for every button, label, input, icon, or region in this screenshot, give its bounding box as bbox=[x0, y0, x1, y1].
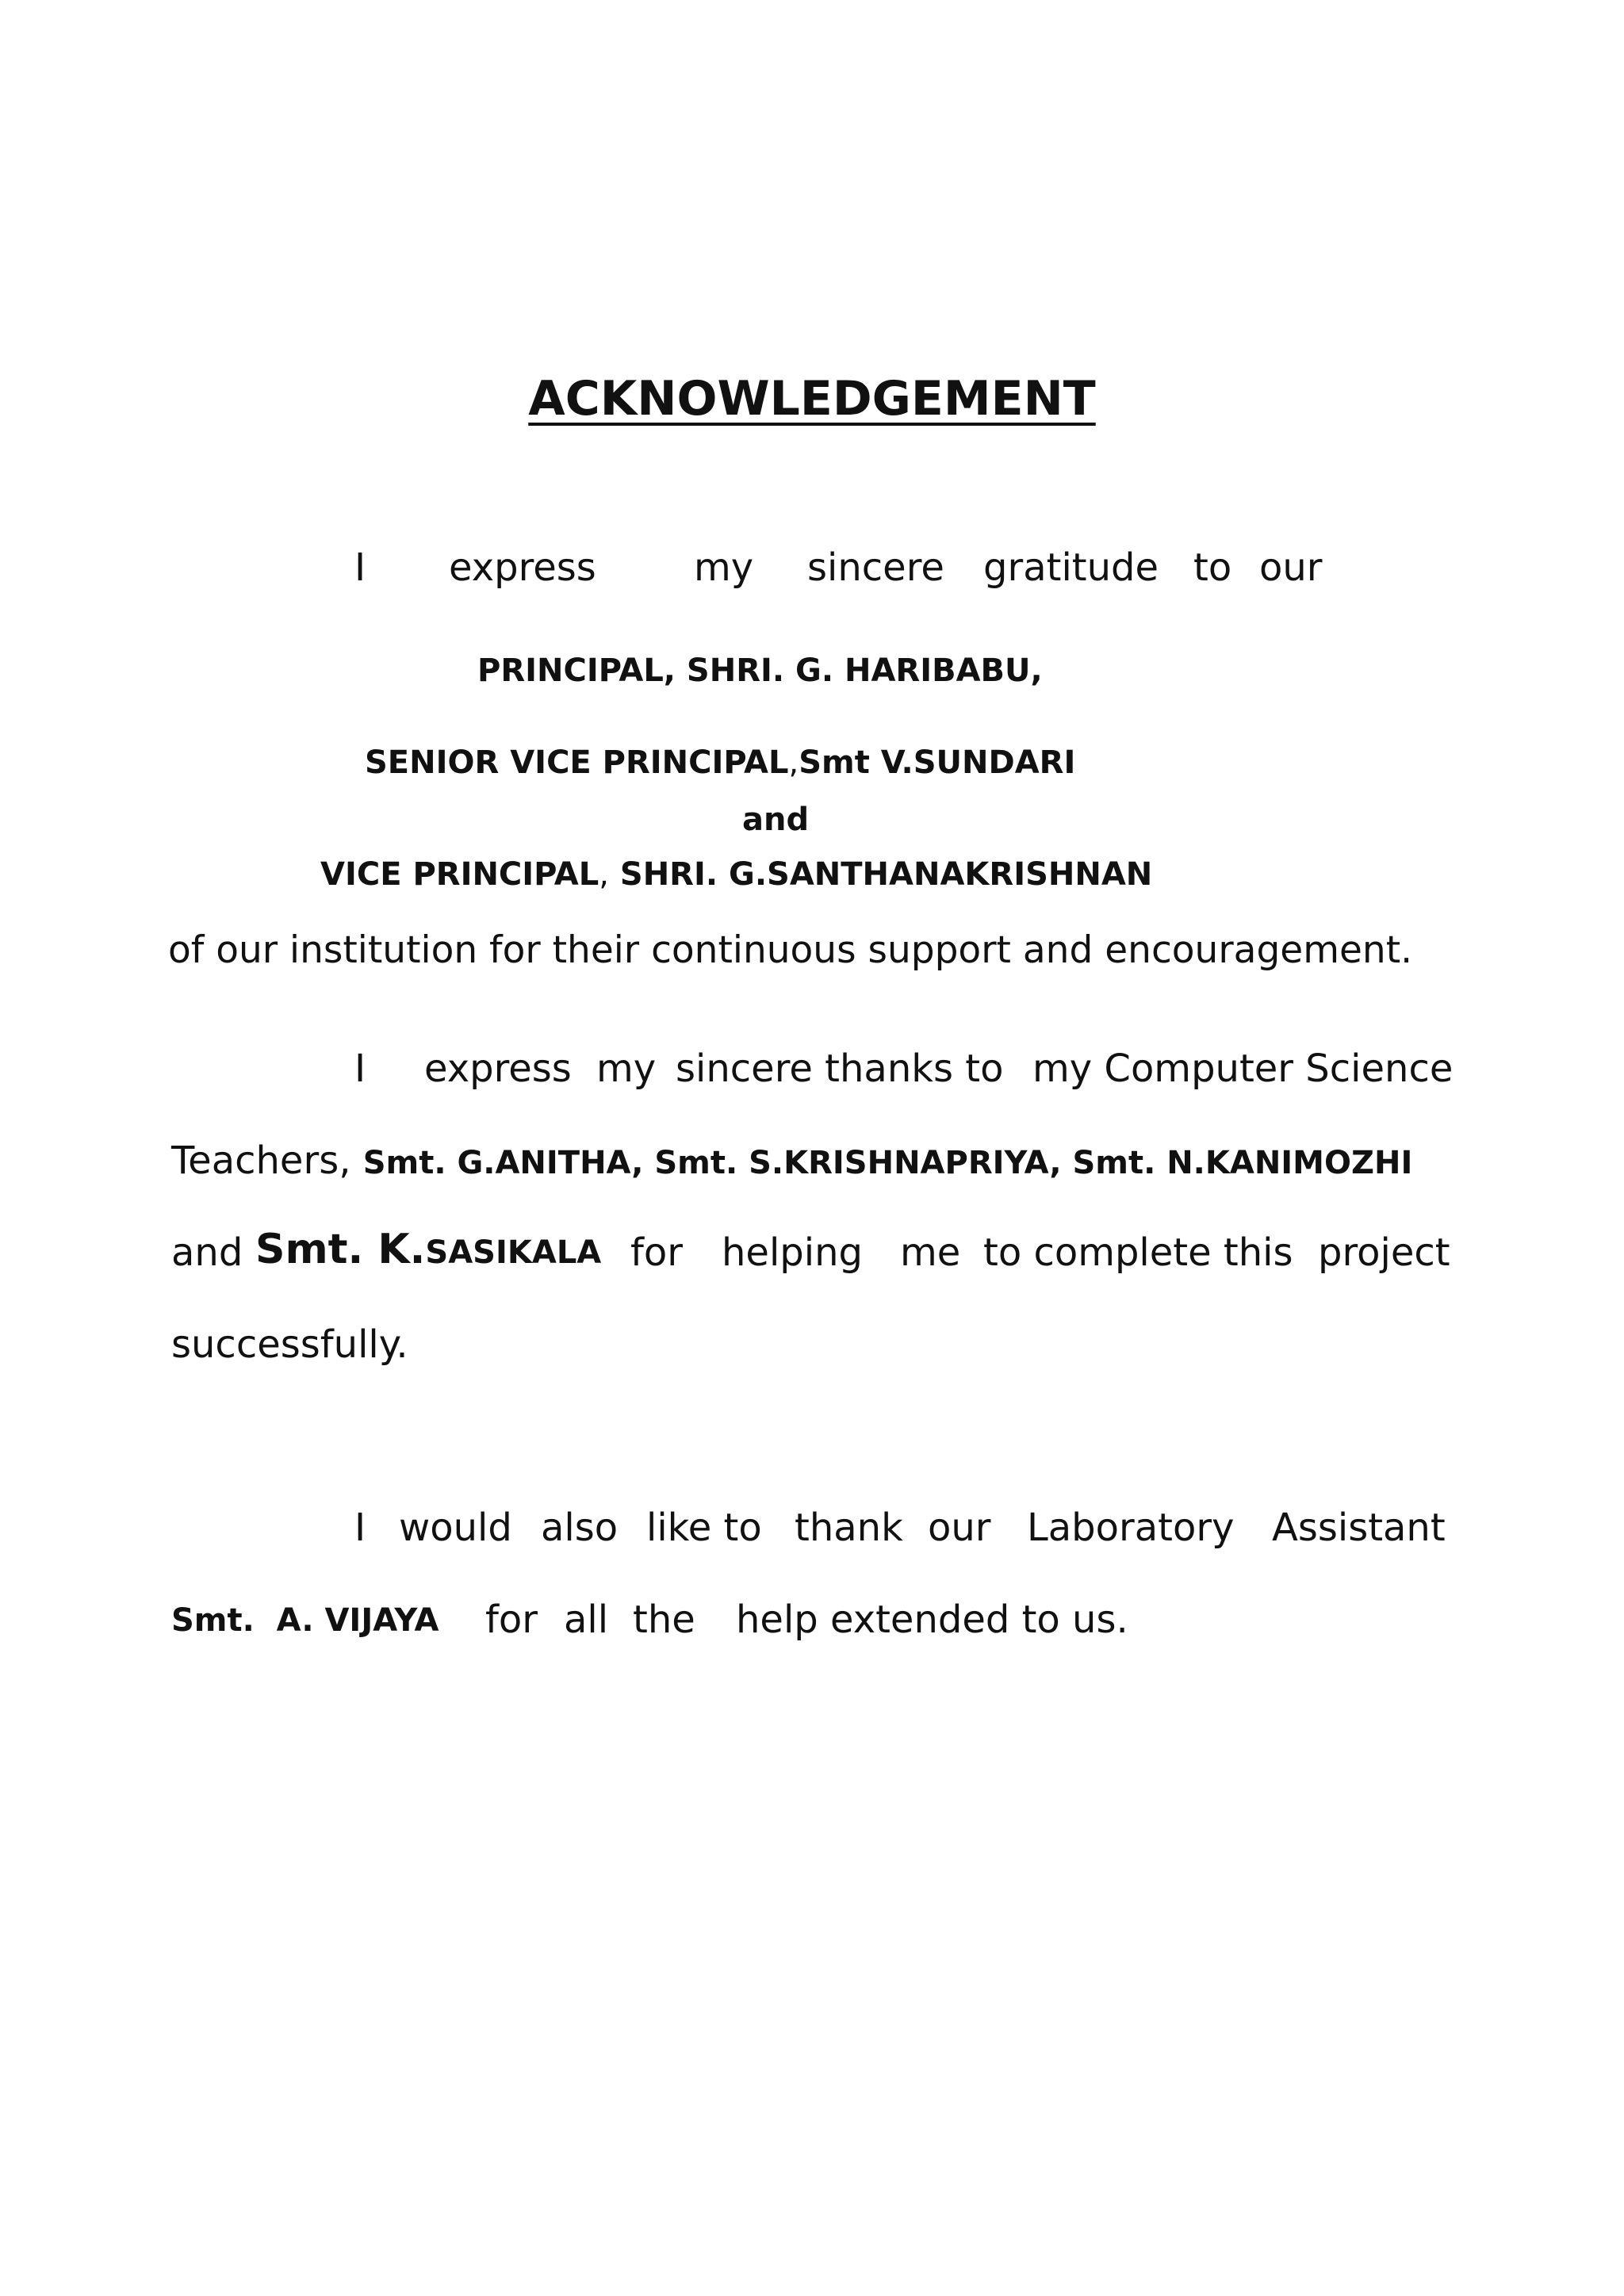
word: project bbox=[1318, 1230, 1450, 1275]
word: and bbox=[171, 1230, 243, 1275]
word: Assistant bbox=[1272, 1506, 1446, 1550]
word: express bbox=[449, 545, 596, 590]
word: help extended to us. bbox=[736, 1598, 1128, 1642]
word: I bbox=[354, 545, 366, 590]
word: my bbox=[694, 545, 754, 590]
name-suffix: SASIKALA bbox=[425, 1234, 602, 1271]
para2-line2 bbox=[171, 1138, 1412, 1183]
senior-vp-role: SENIOR VICE PRINCIPAL bbox=[365, 744, 789, 781]
word: to bbox=[1193, 545, 1232, 590]
and-line: and bbox=[742, 802, 810, 838]
word: I bbox=[354, 1506, 366, 1550]
word: thank bbox=[795, 1506, 903, 1550]
word: would bbox=[399, 1506, 512, 1550]
name-prefix: Smt. K. bbox=[255, 1226, 426, 1273]
word: sincere bbox=[807, 545, 944, 590]
word: all bbox=[564, 1598, 609, 1642]
word: me bbox=[900, 1230, 961, 1275]
word: my bbox=[596, 1047, 657, 1091]
word: for bbox=[485, 1598, 538, 1642]
vp-role: VICE PRINCIPAL bbox=[320, 856, 599, 893]
principal-line: PRINCIPAL, SHRI. G. HARIBABU, bbox=[477, 652, 1043, 689]
senior-vice-principal-line bbox=[365, 744, 1075, 781]
word: Laboratory bbox=[1027, 1506, 1235, 1550]
teacher-name-sasikala bbox=[255, 1226, 601, 1273]
word: our bbox=[928, 1506, 991, 1550]
word: for bbox=[630, 1230, 683, 1275]
para1-closing: of our institution for their continuous support and encouragement. bbox=[168, 928, 1413, 972]
vp-name: SHRI. G.SANTHANAKRISHNAN bbox=[608, 856, 1153, 893]
word: express bbox=[424, 1047, 572, 1091]
word: sincere thanks to bbox=[676, 1047, 1004, 1091]
separator: , bbox=[788, 744, 799, 781]
separator: , bbox=[599, 856, 609, 893]
word: I bbox=[354, 1047, 366, 1091]
page-title: ACKNOWLEDGEMENT bbox=[528, 371, 1096, 427]
word: helping bbox=[722, 1230, 863, 1275]
word: gratitude bbox=[983, 545, 1159, 590]
teachers-label: Teachers, bbox=[171, 1138, 363, 1183]
para2-line4: successfully. bbox=[171, 1322, 408, 1367]
word: to complete this bbox=[983, 1230, 1293, 1275]
vice-principal-line bbox=[320, 856, 1152, 893]
teacher-names: Smt. G.ANITHA, Smt. S.KRISHNAPRIYA, Smt. N.KANIMOZHI bbox=[362, 1145, 1413, 1181]
word: my Computer Science bbox=[1032, 1047, 1454, 1091]
senior-vp-name: Smt V.SUNDARI bbox=[799, 744, 1076, 781]
word: our bbox=[1259, 545, 1323, 590]
lab-assistant-name: Smt. A. VIJAYA bbox=[171, 1602, 439, 1639]
word: also bbox=[541, 1506, 619, 1550]
word: the bbox=[633, 1598, 695, 1642]
word: like to bbox=[646, 1506, 762, 1550]
